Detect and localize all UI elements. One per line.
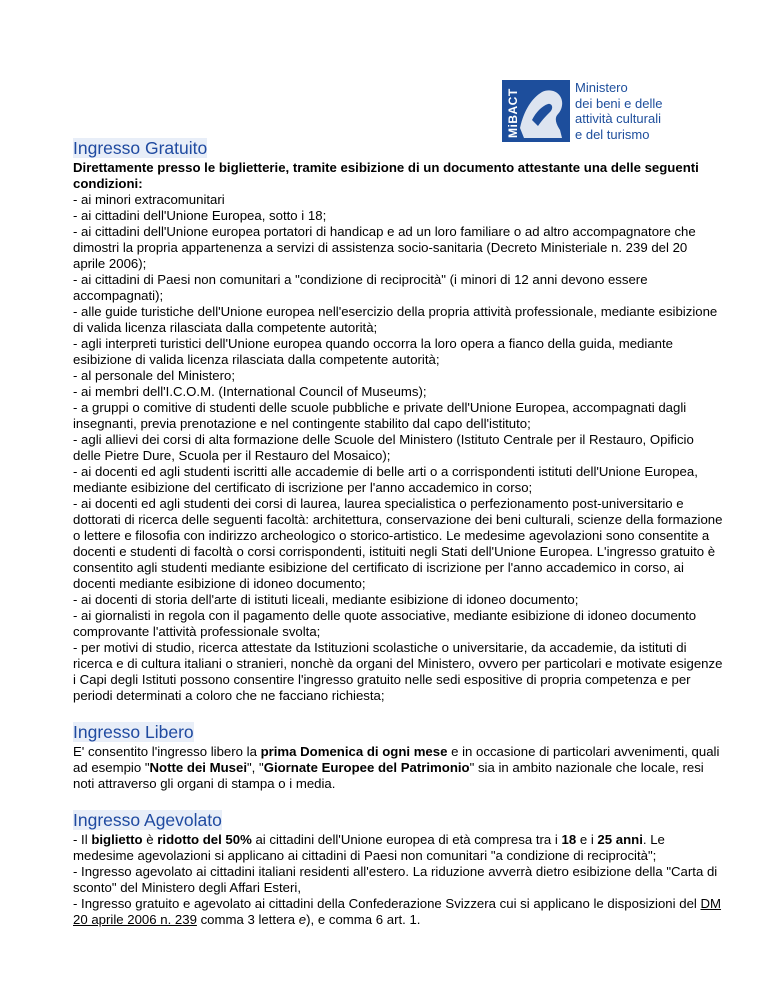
section-title-agevolato: Ingresso Agevolato <box>73 810 222 830</box>
list-item: - ai docenti di storia dell'arte di istituti liceali, mediante esibizione di idoneo documento; <box>73 592 579 607</box>
ministry-logo <box>502 80 682 142</box>
logo-line: e del turismo <box>575 126 650 142</box>
list-item: - ai membri dell'I.C.O.M. (International Council of Museums); <box>73 384 427 399</box>
logo-line: attività culturali <box>575 111 661 126</box>
list-item: - agli interpreti turistici dell'Unione europea quando occorra la loro opera a fianco della guida, mediante esibizione di valida licenza rilasciata dalla competente autorità; <box>73 336 673 367</box>
document-body <box>73 137 723 928</box>
list-item: - per motivi di studio, ricerca attestate da Istituzioni scolastiche o universitarie, da accademie, da istituti di ricerca e di cultura italiani o stranieri, nonchè da organi del Ministero, ovvero per particolari e motivate esigenze i Capi degli Istituti possono consentire l'ingresso gratuito nelle sedi espositive di propria competenza e per periodi determinati a coloro che ne facciano richiesta; <box>73 640 723 703</box>
list-item: - ai giornalisti in regola con il pagamento delle quote associative, mediante esibizione di idoneo documento comprovante l'attività professionale svolta; <box>73 608 697 639</box>
agevolato-item: - Ingresso gratuito e agevolato ai cittadini della Confederazione Svizzera cui si applicano le disposizioni del DM 20 aprile 2006 n. 239 comma 3 lettera e), e comma 6 art. 1. <box>73 896 722 927</box>
list-item: - ai minori extracomunitari <box>73 192 225 207</box>
list-item: - ai cittadini dell'Unione Europea, sotto i 18; <box>73 208 327 223</box>
list-item: - agli allievi dei corsi di alta formazione delle Scuole del Ministero (Istituto Centrale per il Restauro, Opificio delle Pietre Dure, Scuola per il Restauro del Mosaico); <box>73 432 694 463</box>
logo-line: dei beni e delle <box>575 95 663 111</box>
list-item: - al personale del Ministero; <box>73 368 235 383</box>
agevolato-item: - Ingresso agevolato ai cittadini italiani residenti all'estero. La riduzione avverrà dietro esibizione della "Carta di sconto" del Ministero degli Affari Esteri, <box>73 864 718 895</box>
list-item: - ai docenti ed agli studenti dei corsi di laurea, laurea specialistica o perfezionamento post-universitario e dottorati di ricerca delle seguenti facoltà: architettura, conservazione dei beni culturali, scienze della formazione o lettere e filosofia con indirizzo archeologico o storico-artistico. Le medesime agevolazioni sono consentite a docenti e studenti di facoltà o corsi corrispondenti, istituiti negli Stati dell'Unione Europea. L'ingresso gratuito è consentito agli studenti mediante esibizione del certificato di iscrizione per l'anno accademico in corso, ai docenti mediante esibizione di idoneo documento; <box>73 496 723 591</box>
logo-vertical-text: MiBACT <box>506 88 520 138</box>
agevolato-item: - Il biglietto è ridotto del 50% ai cittadini dell'Unione europea di età compresa tra i 18 e i 25 anni. Le medesime agevolazioni si applicano ai cittadini di Paesi non comunitari "a condizione di reciprocità"; <box>73 832 665 863</box>
ministry-emblem-icon <box>502 80 570 142</box>
section-title-libero: Ingresso Libero <box>73 722 194 742</box>
list-item: - a gruppi o comitive di studenti delle scuole pubbliche e private dell'Unione Europea, accompagnati dagli insegnanti, previa prenotazione e nel contingente stabilito dal capo dell'istituto; <box>73 400 687 431</box>
list-item: - ai cittadini di Paesi non comunitari a "condizione di reciprocità" (i minori di 12 anni devono essere accompagnati); <box>73 272 648 303</box>
libero-paragraph: E' consentito l'ingresso libero la prima Domenica di ogni mese e in occasione di particolari avvenimenti, quali ad esempio "Notte dei Musei", "Giornate Europee del Patrimonio" sia in ambito nazionale che locale, resi noti attraverso gli organi di stampa o i media. <box>73 744 720 791</box>
dm-link[interactable]: DM 20 aprile 2006 n. 239 <box>73 896 722 927</box>
intro-text: Direttamente presso le biglietterie, tramite esibizione di un documento attestante una delle seguenti condizioni: <box>73 160 699 191</box>
list-item: - ai cittadini dell'Unione europea portatori di handicap e ad un loro familiare o ad altro accompagnatore che dimostri la propria appartenenza a servizi di assistenza socio-sanitaria (Decreto Ministeriale n. 239 del 20 aprile 2006); <box>73 224 696 271</box>
section-title-gratuito: Ingresso Gratuito <box>73 138 208 158</box>
logo-wordmark <box>575 80 662 142</box>
logo-line: Ministero <box>575 80 628 95</box>
list-item: - alle guide turistiche dell'Unione europea nell'esercizio della propria attività professionale, mediante esibizione di valida licenza rilasciata dalla competente autorità; <box>73 304 718 335</box>
list-item: - ai docenti ed agli studenti iscritti alle accademie di belle arti o a corrispondenti istituti dell'Unione Europea, mediante esibizione del certificato di iscrizione per l'anno accademico in corso; <box>73 464 698 495</box>
